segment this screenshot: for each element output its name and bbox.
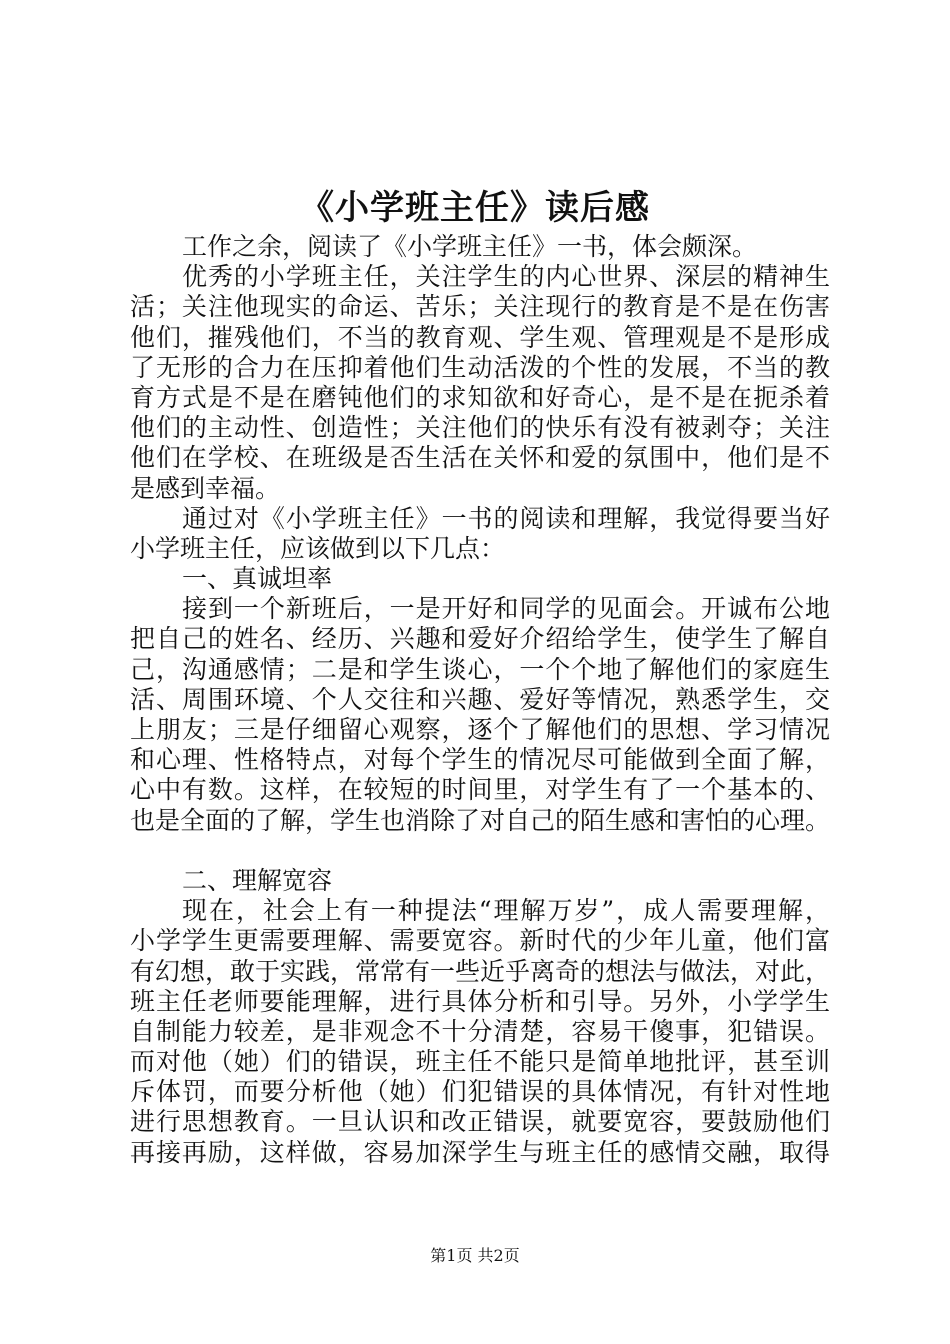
paragraph-line: 小学学生更需要理解、需要宽容。新时代的少年儿童，他们富 [130, 926, 830, 956]
section-heading: 二、理解宽容 [182, 865, 333, 895]
paragraph-line: 活、周围环境、个人交往和兴趣、爱好等情况，熟悉学生，交 [130, 684, 830, 714]
paragraph-line: 优秀的小学班主任，关注学生的内心世界、深层的精神生 [182, 262, 830, 292]
paragraph-line: 上朋友；三是仔细留心观察，逐个了解他们的思想、学习情况 [130, 715, 830, 744]
paragraph-line: 活；关注他现实的命运、苦乐；关注现行的教育是不是在伤害 [130, 292, 830, 322]
paragraph-line: 是感到幸福。 [130, 473, 281, 503]
paragraph-line: 自制能力较差，是非观念不十分清楚，容易干傻事，犯错误。 [130, 1016, 830, 1046]
paragraph-line: 现在，社会上有一种提法“理解万岁”，成人需要理解， [182, 896, 830, 926]
paragraph-line: 了无形的合力在压抑着他们生动活泼的个性的发展，不当的教 [130, 352, 830, 382]
paragraph-line: 有幻想，敢于实践，常常有一些近乎离奇的想法与做法，对此， [130, 956, 831, 986]
paragraph-line: 心中有数。这样，在较短的时间里，对学生有了一个基本的、 [130, 775, 830, 805]
paragraph-line: 他们，摧残他们，不当的教育观、学生观、管理观是不是形成 [130, 322, 830, 352]
paragraph-line: 把自己的姓名、经历、兴趣和爱好介绍给学生，使学生了解自 [130, 624, 830, 654]
paragraph-line: 也是全面的了解，学生也消除了对自己的陌生感和害怕的心理。 [130, 805, 831, 835]
page-number: 第1页 共2页 [430, 1246, 520, 1265]
section-heading: 一、真诚坦率 [182, 564, 333, 594]
paragraph-line: 斥体罚，而要分析他（她）们犯错误的具体情况，有针对性地 [130, 1077, 830, 1107]
paragraph-line: 和心理、性格特点，对每个学生的情况尽可能做到全面了解， [130, 745, 830, 775]
paragraph-line: 接到一个新班后，一是开好和同学的见面会。开诚布公地 [182, 594, 830, 624]
paragraph-line: 进行思想教育。一旦认识和改正错误，就要宽容，要鼓励他们 [130, 1107, 830, 1137]
paragraph-line: 班主任老师要能理解，进行具体分析和引导。另外，小学学生 [130, 986, 830, 1016]
paragraph-line: 他们的主动性、创造性；关注他们的快乐有没有被剥夺；关注 [130, 413, 830, 443]
blank-line [130, 836, 830, 866]
paragraph-line: 小学班主任，应该做到以下几点： [130, 533, 506, 563]
paragraph-line: 再接再励，这样做，容易加深学生与班主任的感情交融，取得 [130, 1137, 830, 1167]
document-body [130, 232, 830, 1168]
paragraph-line: 他们在学校、在班级是否生活在关怀和爱的氛围中，他们是不 [130, 443, 830, 473]
document-title: 《小学班主任》读后感 [300, 188, 650, 228]
paragraph-line: 育方式是不是在磨钝他们的求知欲和好奇心，是不是在扼杀着 [130, 382, 830, 412]
paragraph-line: 工作之余，阅读了《小学班主任》一书，体会颇深。 [182, 232, 758, 261]
paragraph-line: 通过对《小学班主任》一书的阅读和理解，我觉得要当好 [182, 503, 830, 533]
paragraph-line: 而对他（她）们的错误，班主任不能只是简单地批评，甚至训 [130, 1047, 830, 1077]
paragraph-line: 己，沟通感情；二是和学生谈心，一个个地了解他们的家庭生 [130, 654, 830, 684]
